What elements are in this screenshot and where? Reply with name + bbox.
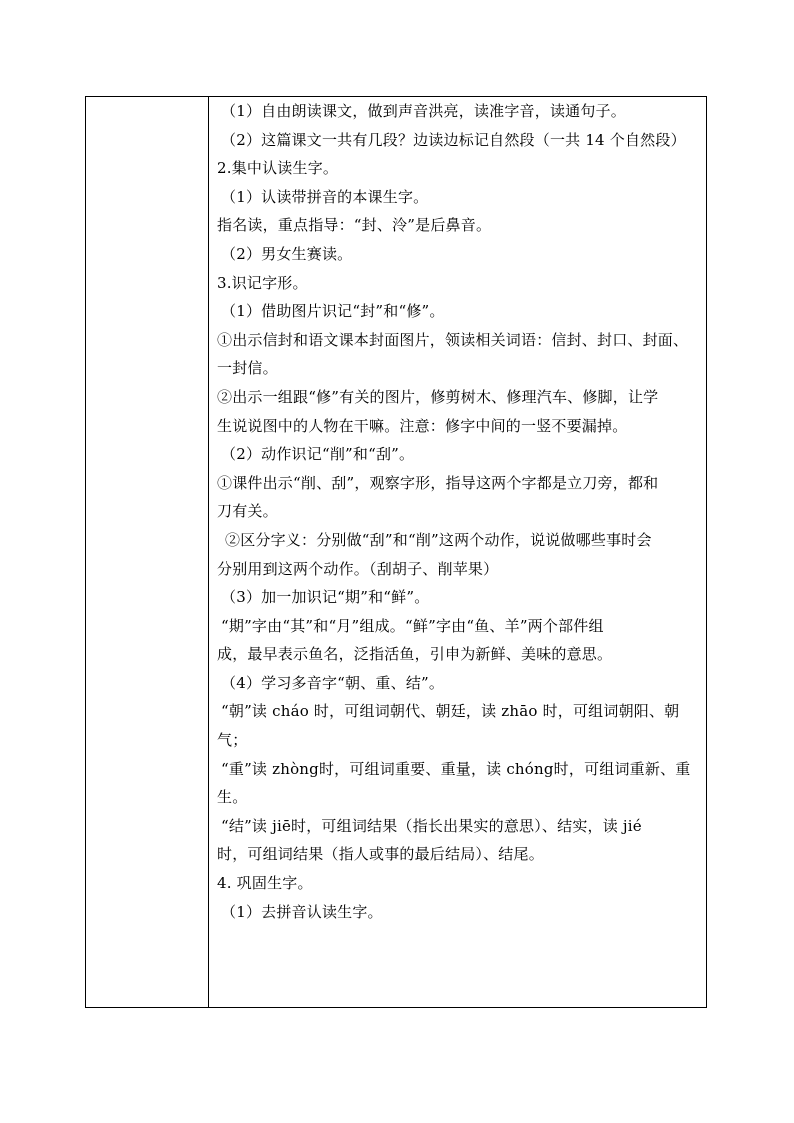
text-line: 生。 (217, 788, 248, 807)
text-line: 分别用到这两个动作。（刮胡子、削苹果） (217, 559, 499, 578)
text-line: ②区分字义：分别做“刮”和“削”这两个动作，说说做哪些事时会 (225, 530, 652, 549)
text-line: “重”读 zhòng时，可组词重要、重量，读 chóng时，可组词重新、重 (221, 759, 691, 778)
text-line: 成，最早表示鱼名，泛指活鱼，引申为新鲜、美味的意思。 (217, 645, 613, 664)
table-left-cell (86, 97, 209, 1007)
text-line: （1）认读带拼音的本课生字。 (221, 187, 429, 206)
text-line: （1）去拼音认读生字。 (221, 902, 383, 921)
text-line: 生说说图中的人物在干嘛。注意：修字中间的一竖不要漏掉。 (217, 416, 628, 435)
text-line: 2.集中认读生字。 (217, 159, 339, 178)
text-line: （4）学习多音字“朝、重、结”。 (221, 673, 445, 692)
text-line: 刀有关。 (217, 502, 278, 521)
text-line: （1）自由朗读课文，做到声音洪亮，读准字音，读通句子。 (221, 102, 626, 120)
text-line: 时，可组词结果（指人或事的最后结局）、结尾。 (217, 845, 544, 864)
text-line: （2）这篇课文一共有几段？边读边标记自然段（一共 14 个自然段） (221, 130, 686, 149)
text-line: 指名读，重点指导：“封、泠”是后鼻音。 (217, 216, 492, 235)
table-content-cell (209, 97, 706, 1007)
text-line: 3.识记字形。 (217, 273, 308, 292)
text-line: “结”读 jiē时，可组词结果（指长出果实的意思）、结实，读 jié (221, 816, 642, 835)
text-line: ②出示一组跟“修”有关的图片，修剪树木、修理汽车、修脚，让学 (217, 387, 659, 406)
text-line: “朝”读 cháo 时，可组词朝代、朝廷，读 zhāo 时，可组词朝阳、朝 (221, 702, 680, 721)
text-line: （3）加一加识记“期”和“鲜”。 (221, 588, 430, 607)
text-line: “期”字由“其”和“月”组成。“鲜”字由“鱼、羊”两个部件组 (221, 616, 604, 635)
text-line: （2）动作识记“削”和“刮”。 (221, 445, 415, 464)
lesson-plan-table (85, 96, 707, 1008)
text-line: 4. 巩固生字。 (217, 874, 313, 893)
text-line: （2）男女生赛读。 (221, 244, 353, 263)
text-line: （1）借助图片识记“封”和“修”。 (221, 302, 445, 321)
text-line: ①课件出示“削、刮”，观察字形，指导这两个字都是立刀旁，都和 (217, 473, 659, 492)
text-line: ①出示信封和语文课本封面图片，领读相关词语：信封、封口、封面、 (217, 330, 689, 349)
text-line: 气； (217, 731, 248, 750)
text-line: 一封信。 (217, 359, 278, 378)
